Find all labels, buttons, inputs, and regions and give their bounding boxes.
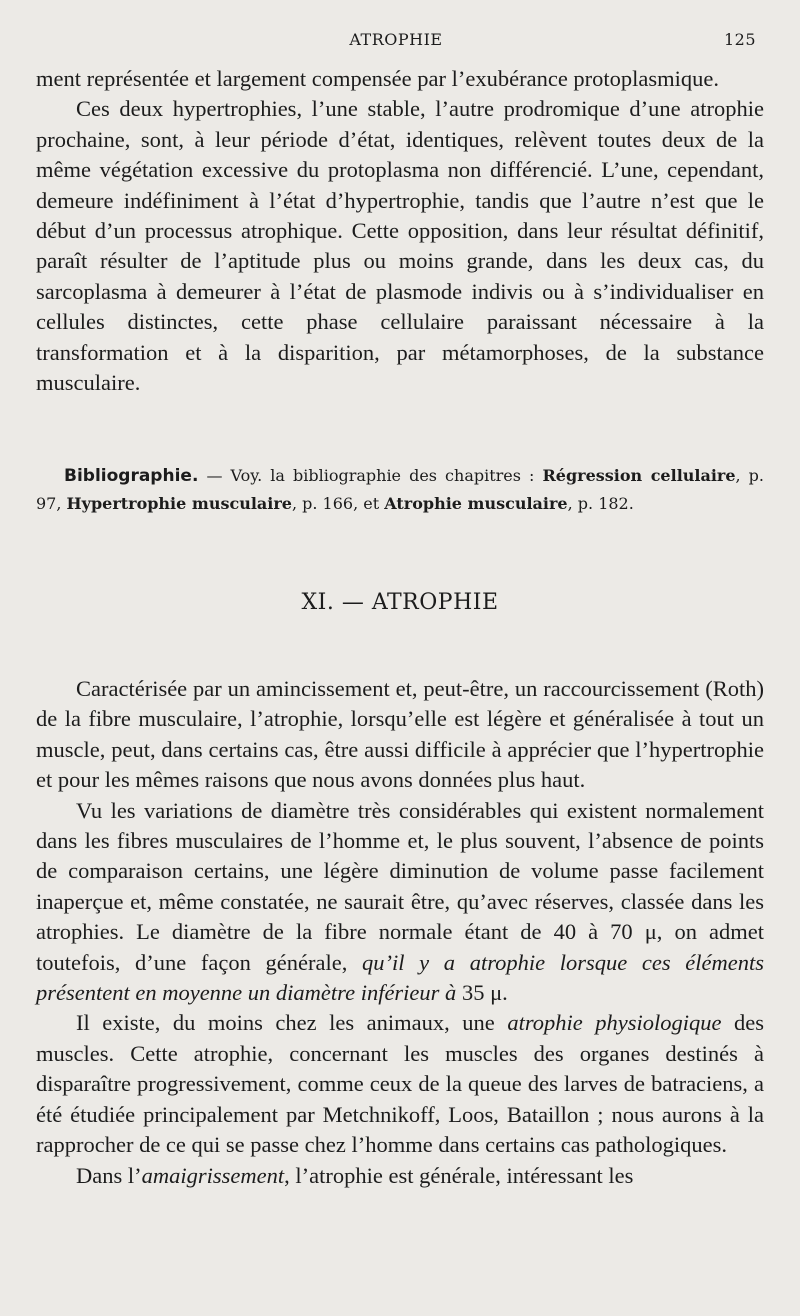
bibliography-text: , p. 166, et (291, 494, 385, 513)
section-heading: XI. — ATROPHIE (301, 590, 499, 615)
paragraph: Ces deux hypertrophies, l’une stable, l’autre prodromique d’une atrophie prochaine, sont, à leur période d’état, identiques, relèvent toutes deux de la même végétation excessive du protoplasma non différencié. L’une, cependant, demeure indéfiniment à l’état d’hypertrophie, tandis que l’autre n’est que le début d’un processus atrophique. Cette opposition, dans leur résultat définitif, paraît résulter de l’aptitude plus ou moins grande, dans les deux cas, du sarcoplasma à demeurer à l’état de plasmode indivis ou à s’individualiser en cellules distinctes, cette phase cellulaire paraissant nécessaire à la transformation et à la disparition, par métamorphoses, de la substance musculaire. (36, 96, 764, 396)
paragraph-text: des muscles. Cette atrophie, concernant les muscles des organes destinés à disparaître progressivement, comme ceux de la queue des larves de batraciens, a été étudiée principalement par Metchnikoff, Loos, Bataillon ; nous aurons à la rapprocher de ce qui se passe chez l’homme dans certains cas pathologiques. (36, 1010, 764, 1158)
paragraph-text: Vu les variations de diamètre très considérables qui existent normalement dans les fibres musculaires de l’homme et, le plus souvent, l’absence de points de comparaison certains, une légère diminution de volume passe facilement inaperçue et, même constatée, ne saurait être, qu’avec réserves, classée dans les atrophies. Le diamètre de la fibre normale étant de 40 à 70 μ, on admet toutefois, d’une façon générale, (36, 797, 764, 975)
emphasis-text: amaigrissement (141, 1162, 285, 1188)
paragraph-text: , l’atrophie est générale, intéressant les (284, 1162, 634, 1188)
bibliography-text: , p. 182. (567, 494, 634, 513)
running-header (36, 30, 756, 54)
paragraph (36, 1008, 764, 1160)
paragraph (36, 1161, 764, 1191)
running-title: ATROPHIE (349, 30, 443, 49)
paragraph-text: Dans l’ (76, 1162, 142, 1188)
bibliography-note (36, 462, 764, 517)
page-number: 125 (723, 30, 756, 49)
section-body (36, 674, 764, 1191)
bibliography-ref: Hypertrophie musculaire (66, 494, 292, 513)
bibliography-text: , p. 97, (36, 466, 765, 513)
paragraph-text: Il existe, du moins chez les animaux, une (76, 1010, 508, 1036)
bibliography-ref: Régression cellulaire (542, 466, 736, 485)
emphasis-text: qu’il y a atrophie lorsque ces éléments présentent en moyenne un diamètre inférieur à (36, 949, 765, 1006)
bibliography-text: — Voy. la bibliographie des chapitres : (198, 466, 543, 485)
paragraph (36, 796, 764, 1009)
bibliography-ref: Atrophie musculaire (384, 494, 568, 513)
paragraph: Caractérisée par un amincissement et, peut-être, un raccourcissement (Roth) de la fibre musculaire, l’atrophie, lorsqu’elle est légère et généralisée à tout un muscle, peut, dans certains cas, être aussi difficile à apprécier que l’hypertrophie et pour les mêmes raisons que nous avons données plus haut. (36, 676, 764, 793)
emphasis-text: atrophie physiologique (507, 1010, 722, 1036)
paragraph-text: 35 μ. (456, 980, 508, 1006)
continued-text (36, 64, 764, 398)
bibliography-paragraph (36, 462, 764, 517)
bibliography-lead: Bibliographie. (64, 466, 199, 486)
paragraph: ment représentée et largement compensée par l’exubérance protoplasmique. (36, 66, 720, 91)
